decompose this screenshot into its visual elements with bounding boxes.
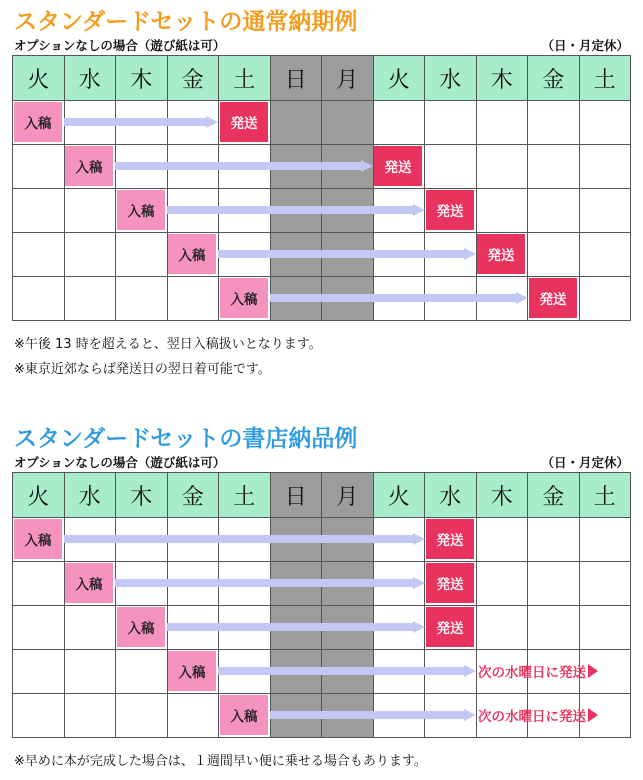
ship-tag: 発送 — [477, 234, 525, 274]
day-header: 木 — [476, 56, 528, 101]
section1-subtitle: オプションなしの場合（遊び紙は可） — [14, 38, 226, 53]
section1-note: ※午後 13 時を超えると、翌日入稿扱いとなります。 — [14, 337, 322, 352]
next-wednesday-text: 次の水曜日に発送 — [478, 665, 586, 681]
schedule-row — [13, 145, 631, 189]
day-header-row — [13, 473, 631, 518]
day-header-closed: 日 — [270, 473, 322, 518]
day-header: 火 — [373, 56, 425, 101]
section2-title: スタンダードセットの書店納品例 — [14, 426, 358, 452]
ship-tag: 発送 — [529, 278, 577, 318]
section2-schedule-table — [12, 472, 631, 738]
submit-tag: 入稿 — [14, 519, 62, 559]
section2-subtitle: オプションなしの場合（遊び紙は可） — [14, 455, 226, 470]
ship-tag: 発送 — [426, 563, 474, 603]
day-header: 金 — [167, 56, 219, 101]
day-header: 水 — [64, 473, 116, 518]
day-header: 火 — [13, 473, 65, 518]
submit-tag: 入稿 — [168, 234, 216, 274]
submit-tag: 入稿 — [65, 563, 113, 603]
submit-tag: 入稿 — [220, 278, 268, 318]
day-header: 土 — [579, 473, 631, 518]
section1-note: ※東京近郊ならば発送日の翌日着可能です。 — [14, 362, 271, 377]
section1-title: スタンダードセットの通常納期例 — [14, 9, 358, 35]
day-header: 木 — [476, 473, 528, 518]
day-header-row — [13, 56, 631, 101]
day-header: 金 — [528, 56, 580, 101]
schedule-row — [13, 233, 631, 277]
next-wednesday-text: 次の水曜日に発送 — [478, 709, 586, 725]
day-header: 金 — [167, 473, 219, 518]
day-header: 水 — [425, 56, 477, 101]
ship-tag: 発送 — [426, 607, 474, 647]
day-header-closed: 月 — [322, 473, 374, 518]
submit-tag: 入稿 — [220, 695, 268, 735]
submit-tag: 入稿 — [117, 190, 165, 230]
ship-tag: 発送 — [220, 102, 268, 142]
day-header: 水 — [64, 56, 116, 101]
schedule-row — [13, 101, 631, 145]
ship-tag: 発送 — [426, 190, 474, 230]
submit-tag: 入稿 — [117, 607, 165, 647]
schedule-row — [13, 518, 631, 562]
schedule-row — [13, 189, 631, 233]
schedule-row — [13, 694, 631, 738]
day-header: 金 — [528, 473, 580, 518]
submit-tag: 入稿 — [168, 651, 216, 691]
submit-tag: 入稿 — [65, 146, 113, 186]
section2-holiday-note: （日・月定休） — [541, 455, 629, 470]
section1-holiday-note: （日・月定休） — [541, 38, 629, 53]
schedule-row — [13, 277, 631, 321]
day-header: 木 — [116, 473, 168, 518]
schedule-row — [13, 606, 631, 650]
schedule-row — [13, 650, 631, 694]
day-header: 木 — [116, 56, 168, 101]
day-header: 水 — [425, 473, 477, 518]
day-header: 火 — [13, 56, 65, 101]
submit-tag: 入稿 — [14, 102, 62, 142]
section1-schedule-table — [12, 55, 631, 321]
ship-tag: 発送 — [426, 519, 474, 559]
day-header: 火 — [373, 473, 425, 518]
schedule-row — [13, 562, 631, 606]
day-header: 土 — [219, 56, 271, 101]
day-header: 土 — [579, 56, 631, 101]
day-header-closed: 月 — [322, 56, 374, 101]
day-header-closed: 日 — [270, 56, 322, 101]
ship-tag: 発送 — [374, 146, 422, 186]
day-header: 土 — [219, 473, 271, 518]
section2-note: ※早めに本が完成した場合は、１週間早い便に乗せる場合もあります。 — [14, 754, 427, 769]
